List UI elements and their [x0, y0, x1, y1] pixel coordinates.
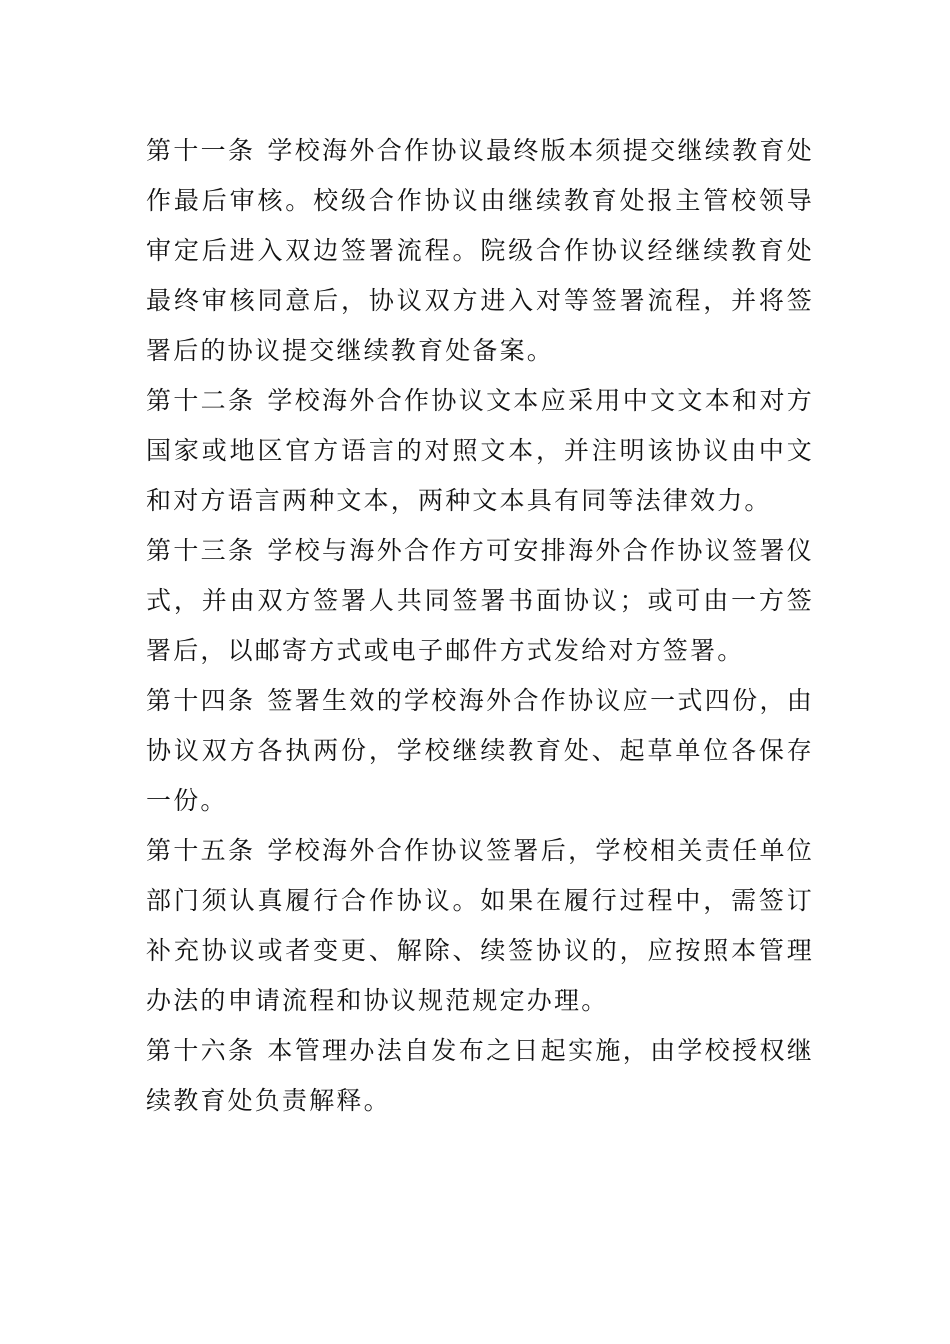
article-number: 第十三条: [146, 536, 256, 565]
article-text: 学校海外合作协议签署后，学校相关责任单位部门须认真履行合作协议。如果在履行过程中，需签订补充协议或者变更、解除、续签协议的，应按照本管理办法的申请流程和协议规范规定办理。: [146, 836, 814, 1015]
article-text: 学校与海外合作方可安排海外合作协议签署仪式，并由双方签署人共同签署书面协议；或可由一方签署后，以邮寄方式或电子邮件方式发给对方签署。: [146, 536, 814, 665]
article-number: 第十五条: [146, 836, 256, 865]
article-13: [146, 526, 814, 676]
article-12: [146, 376, 814, 526]
article-text: 学校海外合作协议最终版本须提交继续教育处作最后审核。校级合作协议由继续教育处报主管校领导审定后进入双边签署流程。院级合作协议经继续教育处最终审核同意后，协议双方进入对等签署流程，并将签署后的协议提交继续教育处备案。: [146, 136, 814, 365]
article-15: [146, 826, 814, 1026]
article-text: 签署生效的学校海外合作协议应一式四份，由协议双方各执两份，学校继续教育处、起草单位各保存一份。: [146, 686, 814, 815]
article-text: 本管理办法自发布之日起实施，由学校授权继续教育处负责解释。: [146, 1036, 814, 1115]
article-number: 第十六条: [146, 1036, 256, 1065]
article-number: 第十二条: [146, 386, 256, 415]
article-number: 第十一条: [146, 136, 256, 165]
article-16: [146, 1026, 814, 1126]
article-14: [146, 676, 814, 826]
document-body: [146, 126, 814, 1126]
article-11: [146, 126, 814, 376]
article-number: 第十四条: [146, 686, 256, 715]
article-text: 学校海外合作协议文本应采用中文文本和对方国家或地区官方语言的对照文本，并注明该协议由中文和对方语言两种文本，两种文本具有同等法律效力。: [146, 386, 814, 515]
